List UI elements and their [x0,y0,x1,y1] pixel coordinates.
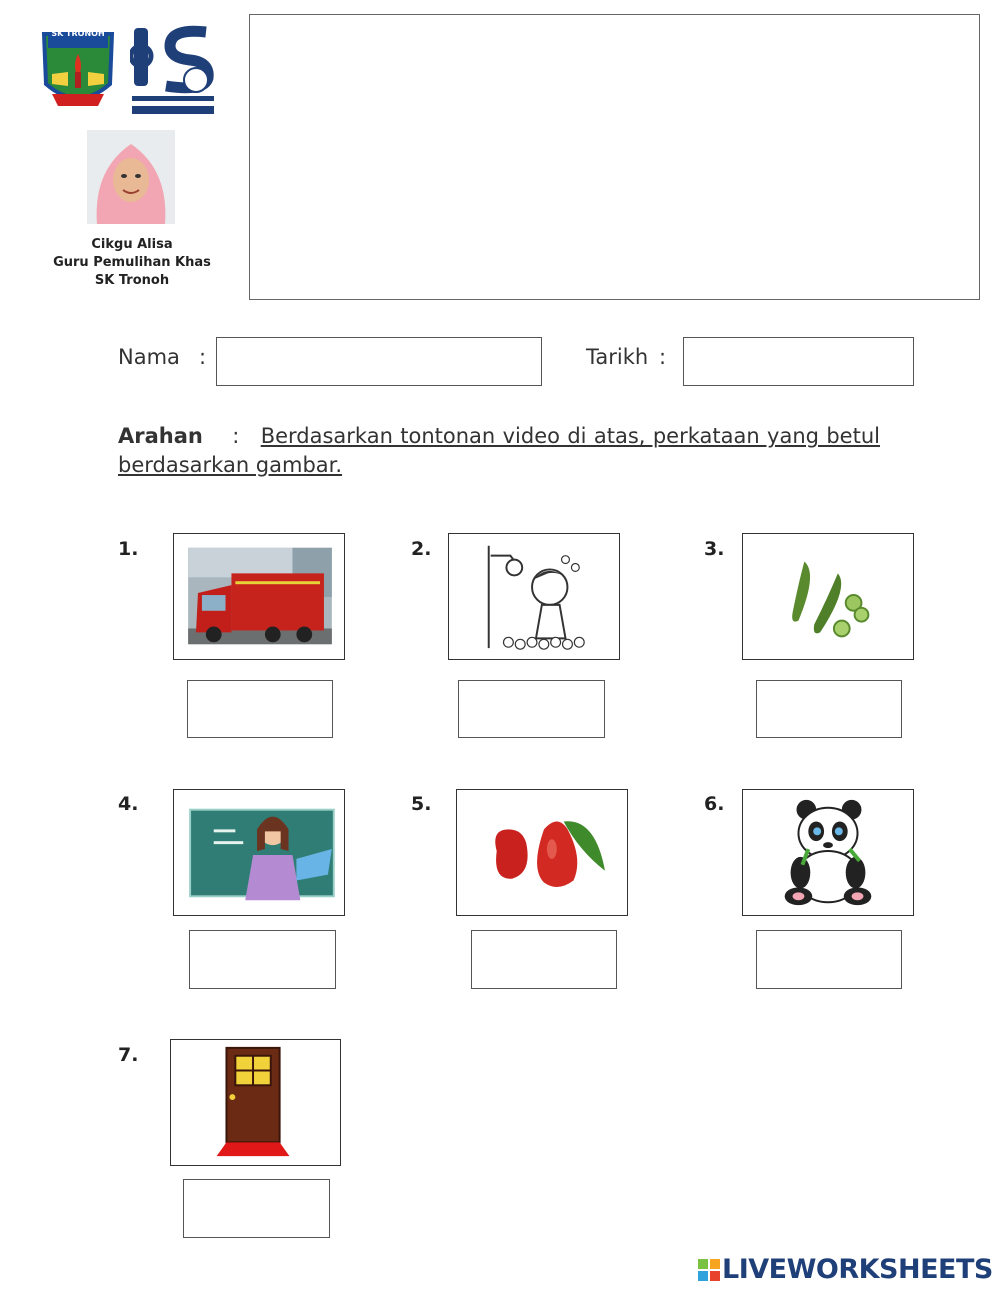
name-label: Nama [118,345,180,369]
instruction-text: Berdasarkan tontonan video di atas, perkataan yang betul berdasarkan gambar. [118,424,880,477]
question-number: 4. [118,793,139,815]
teacher-name: Cikgu Alisa [91,237,173,252]
teacher-school: SK Tronoh [94,273,170,288]
picture-water-apple [456,789,628,916]
question-number: 1. [118,538,139,560]
picture-door [170,1039,341,1166]
name-input[interactable] [216,337,542,386]
answer-box-4[interactable] [189,930,336,989]
instruction [118,422,880,480]
school-logo [38,26,118,112]
program-logo [130,22,216,116]
answer-box-3[interactable] [756,680,902,738]
answer-box-2[interactable] [458,680,605,738]
date-label: Tarikh [586,345,649,369]
picture-okra [742,533,914,660]
question-number: 7. [118,1044,139,1066]
liveworksheets-brand[interactable]: LIVEWORKSHEETS [722,1254,993,1285]
picture-teacher [173,789,345,916]
picture-fire-truck [173,533,345,660]
teacher-role: Guru Pemulihan Khas [53,255,211,270]
name-colon: : [199,345,207,369]
answer-box-6[interactable] [756,930,902,989]
question-number: 3. [704,538,725,560]
teacher-photo [87,130,175,224]
teacher-caption [40,236,224,290]
date-colon: : [659,345,667,369]
question-number: 2. [411,538,432,560]
picture-boy-showering [448,533,620,660]
question-number: 5. [411,793,432,815]
date-input[interactable] [683,337,914,386]
video-frame[interactable] [249,14,980,300]
question-number: 6. [704,793,725,815]
instruction-label: Arahan [118,424,203,448]
school-logo-text: SK TRONOH [51,29,105,38]
answer-box-1[interactable] [187,680,333,738]
answer-box-5[interactable] [471,930,617,989]
picture-panda [742,789,914,916]
answer-box-7[interactable] [183,1179,330,1238]
liveworksheets-logo-icon [698,1259,720,1281]
instruction-colon: : [232,424,240,448]
